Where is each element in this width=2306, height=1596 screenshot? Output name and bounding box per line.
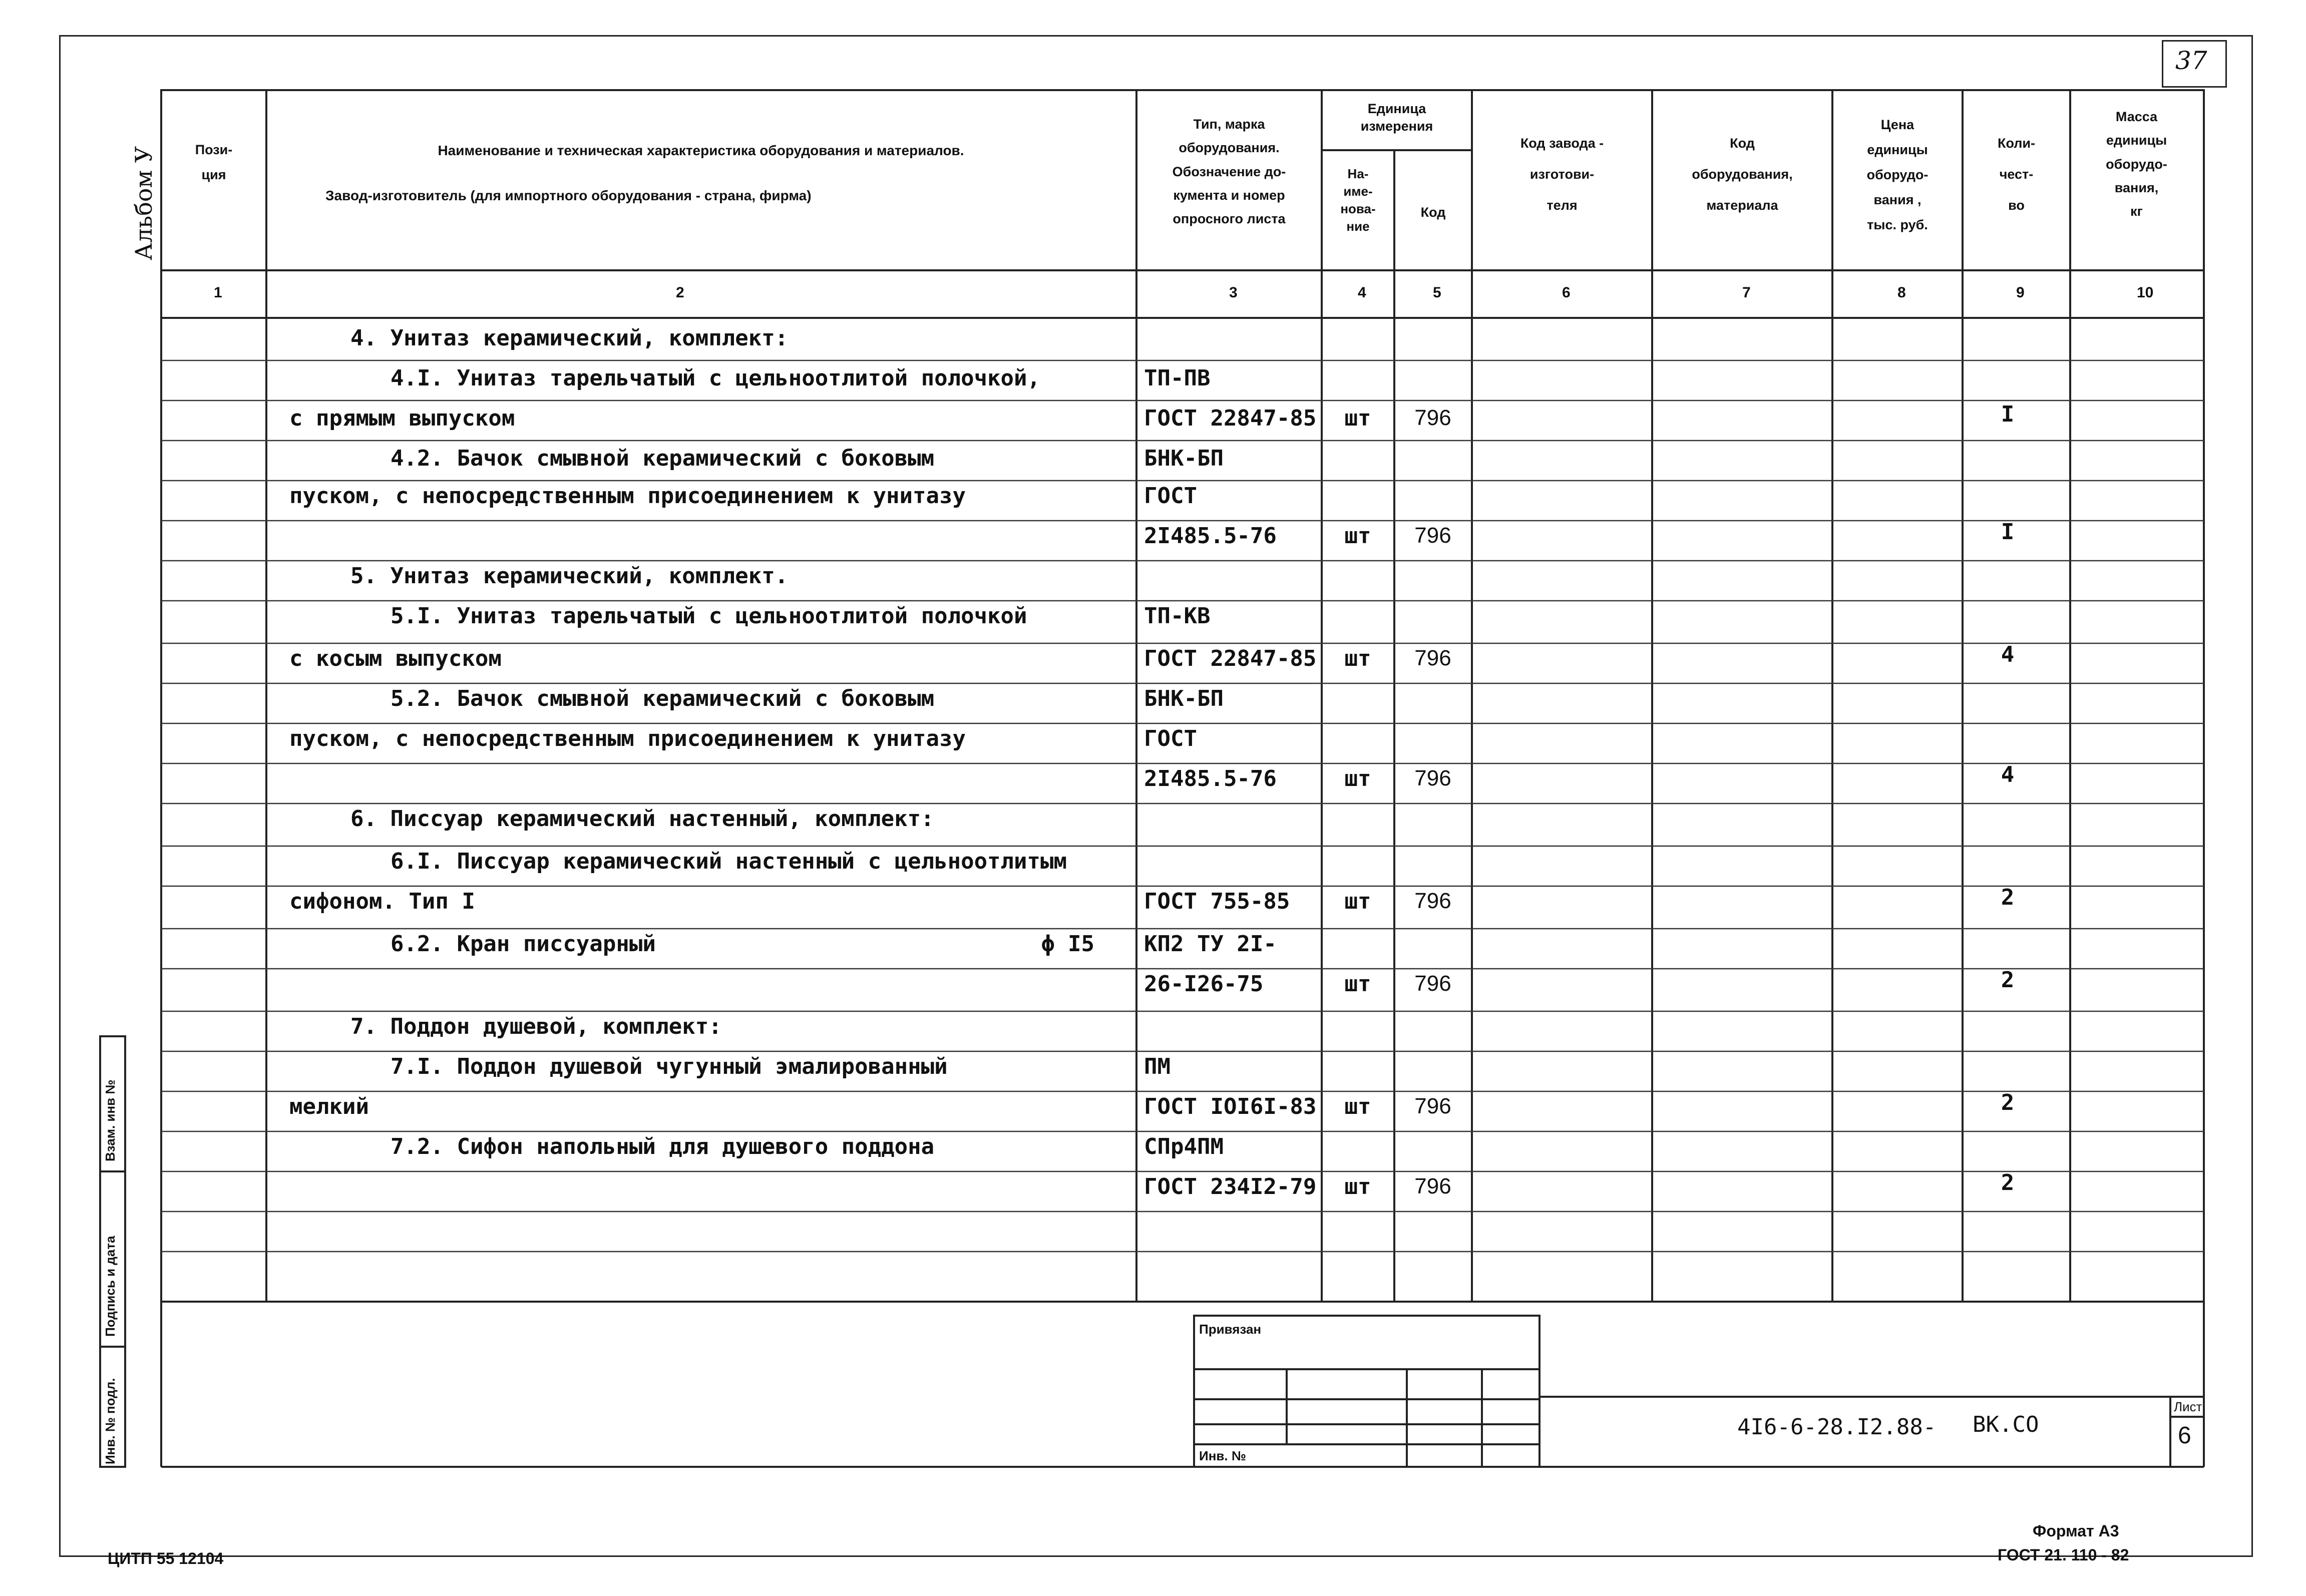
document-code: 4I6-6-28.I2.88- [1737, 1414, 1937, 1440]
side-label-podpis: Подпись и дата [103, 1236, 118, 1337]
row-type: ГОСТ 22847-85 [1144, 646, 1317, 671]
header-unit-code: Код [1420, 205, 1446, 220]
row-qty: I [2001, 519, 2015, 545]
side-label-vzam: Взам. инв № [103, 1079, 118, 1161]
album-label: Альбом У [130, 146, 157, 260]
row-type: ТП-ПВ [1144, 365, 1211, 391]
row-qty: 4 [2001, 762, 2015, 787]
row-name: 6. Писсуар керамический настенный, комплект: [350, 806, 934, 832]
row-name: 5. Унитаз керамический, комплект. [350, 563, 789, 589]
row-name: 7.2. Сифон напольный для душевого поддона [391, 1134, 935, 1159]
header-unit-group: Единица измерения [1360, 101, 1433, 134]
row-name: 7.I. Поддон душевой чугунный эмалированный [391, 1054, 948, 1079]
row-name: 5.I. Унитаз тарельчатый с цельноотлитой полочкой [391, 603, 1027, 629]
header-equipment-code: Код оборудования, материала [1692, 136, 1793, 213]
row-type: ГОСТ 22847-85 [1144, 406, 1317, 431]
row-name: 4. Унитаз керамический, комплект: [350, 325, 789, 351]
header-position: Пози- ция [195, 142, 233, 182]
row-type: БНК-БП [1144, 446, 1224, 471]
row-code: 796 [1414, 889, 1451, 913]
row-qty: 2 [2001, 1170, 2015, 1195]
row-name: 6.I. Писсуар керамический настенный с цельноотлитым [391, 849, 1067, 874]
row-extra: ϕ I5 [1041, 931, 1094, 957]
row-name: мелкий [289, 1094, 369, 1119]
row-name: сифоном. Тип I [289, 889, 475, 914]
row-unit: шт [1344, 646, 1371, 671]
side-label-inv-podl: Инв. № подл. [103, 1378, 118, 1464]
row-name: пуском, с непосредственным присоединением к унитазу [289, 726, 966, 751]
row-name: 4.I. Унитаз тарельчатый с цельноотлитой полочкой, [391, 365, 1041, 391]
header-plant-code: Код завода - изготови- теля [1520, 136, 1604, 213]
row-qty: 2 [2001, 1090, 2015, 1115]
row-type: 2I485.5-76 [1144, 766, 1277, 791]
row-name: с косым выпуском [289, 646, 502, 671]
row-unit: шт [1344, 523, 1371, 549]
row-name: с прямым выпуском [289, 406, 515, 431]
row-unit: шт [1344, 406, 1371, 431]
header-unit-name: На- име- нова- ние [1340, 166, 1376, 234]
row-qty: I [2001, 402, 2015, 427]
row-name: 4.2. Бачок смывной керамический с боковым [391, 446, 935, 471]
row-type: СПр4ПМ [1144, 1134, 1224, 1159]
footer-tsitp: ЦИТП 55 12104 [108, 1549, 224, 1567]
row-type: ГОСТ [1144, 726, 1197, 751]
row-type: ГОСТ [1144, 483, 1197, 509]
row-code: 796 [1414, 646, 1451, 670]
sheet-number: 6 [2178, 1422, 2191, 1449]
row-unit: шт [1344, 1174, 1371, 1200]
header-price: Цена единицы оборудо- вания , тыс. руб. [1866, 117, 1929, 232]
document-suffix: ВК.СО [1973, 1412, 2039, 1437]
row-code: 796 [1414, 1174, 1451, 1199]
row-type: ТП-КВ [1144, 603, 1211, 629]
row-qty: 4 [2001, 642, 2015, 667]
row-code: 796 [1414, 971, 1451, 996]
row-unit: шт [1344, 889, 1371, 914]
row-type: 26-I26-75 [1144, 971, 1264, 997]
header-type: Тип, марка оборудования. Обозначение до- кумента и номер опросного листа [1172, 117, 1286, 226]
row-unit: шт [1344, 1094, 1371, 1119]
row-code: 796 [1414, 1094, 1451, 1118]
header-name-line2: Завод-изготовитель (для импортного оборудования - страна, фирма) [325, 188, 812, 203]
row-name: пуском, с непосредственным присоединением к унитазу [289, 483, 966, 509]
stamp-inv-no: Инв. № [1199, 1448, 1246, 1463]
row-name: 6.2. Кран писсуарный [391, 931, 656, 957]
row-type: ПМ [1144, 1054, 1171, 1079]
row-name: 5.2. Бачок смывной керамический с боковым [391, 686, 935, 711]
footer-format: Формат А3 [2033, 1522, 2119, 1540]
row-qty: 2 [2001, 885, 2015, 910]
row-code: 796 [1414, 406, 1451, 430]
footer-gost: ГОСТ 21. 110 - 82 [1998, 1546, 2129, 1564]
row-qty: 2 [2001, 967, 2015, 993]
row-type: 2I485.5-76 [1144, 523, 1277, 549]
row-type: БНК-БП [1144, 686, 1224, 711]
stamp-privyazan: Привязан [1199, 1322, 1262, 1337]
row-unit: шт [1344, 971, 1371, 997]
row-type: ГОСТ 234I2-79 [1144, 1174, 1317, 1200]
header-name-line1: Наименование и техническая характеристика оборудования и материалов. [438, 143, 964, 158]
row-code: 796 [1414, 766, 1451, 790]
page-number: 37 [2175, 46, 2207, 75]
row-type: ГОСТ IOI6I-83 [1144, 1094, 1317, 1119]
sheet-label: Лист [2174, 1399, 2202, 1414]
row-type: ГОСТ 755-85 [1144, 889, 1290, 914]
row-code: 796 [1414, 523, 1451, 548]
row-type: КП2 ТУ 2I- [1144, 931, 1277, 957]
row-name: 7. Поддон душевой, комплект: [350, 1014, 722, 1039]
header-mass: Масса единицы оборудо- вания, кг [2106, 109, 2167, 219]
row-unit: шт [1344, 766, 1371, 791]
header-quantity: Коли- чест- во [1997, 136, 2036, 213]
